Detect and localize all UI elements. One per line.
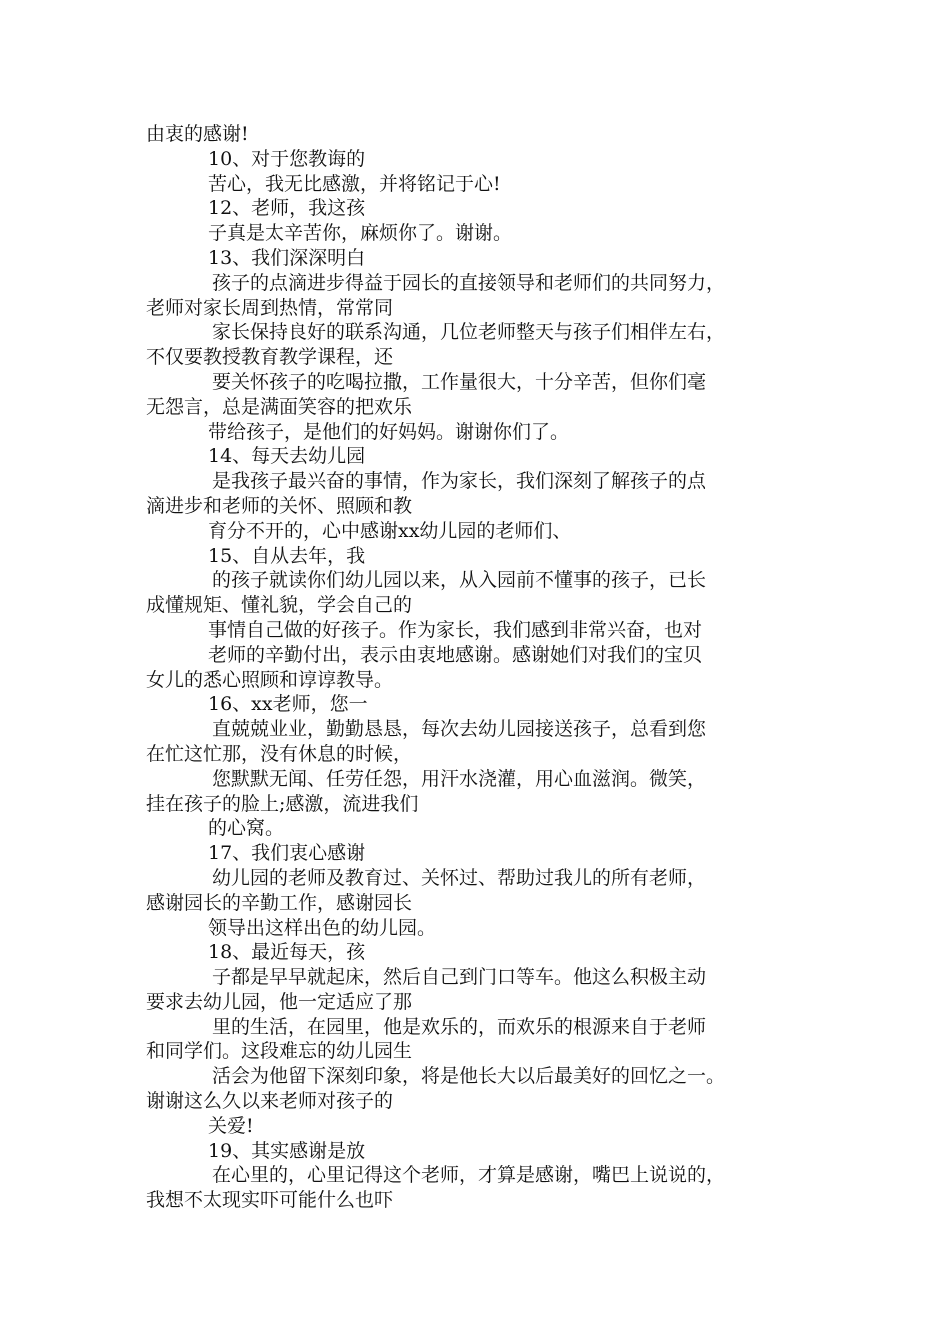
document-body: [146, 122, 836, 1213]
text-line: 直兢兢业业，勤勤恳恳，每次去幼儿园接送孩子，总看到您: [212, 718, 707, 741]
text-line: 老师的辛勤付出，表示由衷地感谢。感谢她们对我们的宝贝: [208, 643, 703, 666]
text-line: 在忙这忙那，没有休息的时候，: [146, 742, 413, 765]
text-line: 要关怀孩子的吃喝拉撒，工作量很大，十分辛苦，但你们毫: [212, 370, 707, 393]
text-line: 幼儿园的老师及教育过、关怀过、帮助过我儿的所有老师，: [212, 866, 707, 889]
text-line: 16、xx老师，您一: [208, 693, 368, 716]
text-line: 13、我们深深明白: [208, 246, 366, 269]
text-line: 无怨言，总是满面笑容的把欢乐: [146, 395, 413, 418]
text-line: 滴进步和老师的关怀、照顾和教: [146, 494, 413, 517]
text-line: 孩子的点滴进步得益于园长的直接领导和老师们的共同努力，: [212, 271, 726, 294]
text-line: 由衷的感谢!: [146, 123, 249, 145]
text-line: 领导出这样出色的幼儿园。: [208, 916, 437, 939]
text-line: 谢谢这么久以来老师对孩子的: [146, 1090, 394, 1113]
text-line: 女儿的悉心照顾和谆谆教导。: [146, 668, 394, 691]
text-line: 感谢园长的辛勤工作，感谢园长: [146, 891, 413, 914]
text-line: 我想不太现实吓可能什么也吓: [146, 1189, 394, 1212]
text-line: 挂在孩子的脸上;感激，流进我们: [146, 792, 419, 815]
text-line: 育分不开的，心中感谢xx幼儿园的老师们、: [208, 519, 572, 542]
text-line: 要求去幼儿园，他一定适应了那: [146, 990, 413, 1013]
text-line: 是我孩子最兴奋的事情，作为家长，我们深刻了解孩子的点: [212, 470, 707, 493]
text-line: 事情自己做的好孩子。作为家长，我们感到非常兴奋，也对: [208, 618, 703, 641]
text-line: 14、每天去幼儿园: [208, 445, 366, 468]
text-line: 家长保持良好的联系沟通，几位老师整天与孩子们相伴左右，: [212, 321, 726, 344]
text-line: 15、自从去年，我: [208, 544, 366, 567]
text-line: 子真是太辛苦你，麻烦你了。谢谢。: [208, 222, 513, 245]
text-line: 里的生活，在园里，他是欢乐的，而欢乐的根源来自于老师: [212, 1015, 707, 1038]
text-line: 19、其实感谢是放: [208, 1139, 366, 1162]
text-line: 18、最近每天，孩: [208, 941, 366, 964]
text-line: 的心窝。: [208, 817, 285, 840]
text-line: 在心里的，心里记得这个老师，才算是感谢，嘴巴上说说的，: [212, 1164, 726, 1187]
text-line: 12、老师，我这孩: [208, 197, 366, 220]
text-line: 17、我们衷心感谢: [208, 842, 366, 865]
text-line: 活会为他留下深刻印象，将是他长大以后最美好的回忆之一。: [212, 1065, 726, 1088]
text-line: 10、对于您教诲的: [208, 147, 366, 170]
text-line: 您默默无闻、任劳任怨，用汗水浇灌，用心血滋润。微笑，: [212, 767, 707, 790]
text-line: 老师对家长周到热情，常常同: [146, 296, 394, 319]
text-line: 子都是早早就起床，然后自己到门口等车。他这么积极主动: [212, 966, 707, 989]
text-line: 带给孩子，是他们的好妈妈。谢谢你们了。: [208, 420, 570, 443]
text-line: 不仅要教授教育教学课程，还: [146, 346, 394, 369]
text-line: 和同学们。这段难忘的幼儿园生: [146, 1040, 413, 1063]
text-line: 成懂规矩、懂礼貌，学会自己的: [146, 594, 413, 617]
text-line: 苦心，我无比感激，并将铭记于心!: [208, 172, 501, 195]
text-line: 的孩子就读你们幼儿园以来，从入园前不懂事的孩子，已长: [212, 569, 707, 592]
text-line: 关爱!: [208, 1114, 254, 1137]
